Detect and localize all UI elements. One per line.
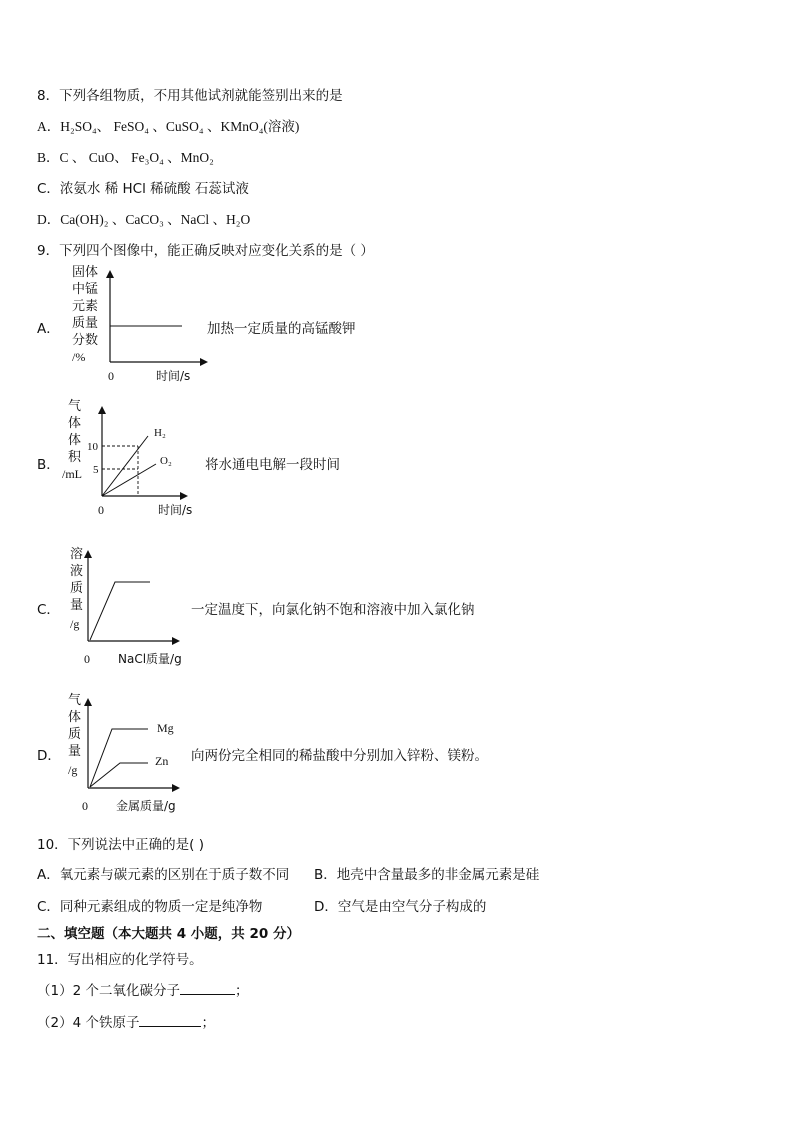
q9-c-ylabel-3: 质 [70,581,84,596]
q9-stem: 9．下列四个图像中，能正确反映对应变化关系的是（ ） [37,243,374,259]
q9-d-ylabel-5: /g [68,763,78,777]
q9-b-xlabel: 时间/s [158,503,193,517]
q11-part-1-answer-blank[interactable] [180,982,235,995]
q9-a-ylabel-4: 质量 [72,316,99,331]
q9-a-xlabel: 时间/s [156,369,191,383]
q9-c-graph [60,540,210,670]
q9-b-ylabel-2: 体 [68,416,82,431]
q9-d-origin: 0 [82,799,88,813]
q9-c-y-arrow [84,550,92,558]
q9-b-o2-label: O₂ [160,455,172,467]
q9-b-description: 将水通电电解一段时间 [205,457,340,473]
q8-option-c: C．浓氨水 稀 HCl 稀硫酸 石蕊试液 [37,181,249,197]
q9-a-y-arrow [106,270,114,278]
q11-part-2 [37,1011,215,1031]
q9-d-mg-curve [90,729,148,787]
q9-b-tick-10: 10 [87,441,98,453]
q9-d-mg-label: Mg [157,721,174,735]
section-title-fill-in: 二、填空题（本大题共 4 小题，共 20 分） [37,926,300,942]
q11-part-1 [37,979,248,999]
q9-b-ylabel-3: 体 [68,433,82,448]
q9-d-ylabel-4: 量 [68,744,82,759]
q10-option-a: A．氧元素与碳元素的区别在于质子数不同 [37,867,290,883]
q9-d-x-arrow [172,784,180,792]
q9-c-xlabel: NaCl质量/g [118,652,182,666]
q9-b-tick-5: 5 [93,464,99,476]
q11-stem: 11．写出相应的化学符号。 [37,952,203,968]
q10-option-d: D．空气是由空气分子构成的 [314,899,487,915]
q9-d-ylabel-3: 质 [68,727,82,742]
q9-b-y-arrow [98,406,106,414]
q9-a-letter: A． [37,321,60,337]
q9-d-description: 向两份完全相同的稀盐酸中分别加入锌粉、镁粉。 [191,748,488,764]
q9-d-zn-curve [90,763,148,787]
q9-b-ylabel-5: /mL [62,467,82,481]
q9-d-graph [60,688,210,818]
q9-b-x-arrow [180,492,188,500]
q9-b-h2-label: H₂ [154,427,166,439]
q9-c-origin: 0 [84,652,90,666]
q9-b-graph [58,396,208,521]
q9-d-letter: D． [37,748,61,764]
q9-c-ylabel-5: /g [70,617,80,631]
q9-b-origin: 0 [98,503,104,517]
q9-c-curve [90,582,150,640]
q8-option-a: A．H₂SO₄、 FeSO₄ 、CuSO₄ 、KMnO₄(溶液) [37,119,300,134]
q11-part-1-end: ； [234,983,249,999]
q9-d-ylabel-1: 气 [68,693,82,708]
q10-option-b: B．地壳中含量最多的非金属元素是硅 [314,867,540,883]
q9-a-origin: 0 [108,369,114,383]
q9-a-ylabel-2: 中锰 [72,282,99,297]
q9-c-ylabel-2: 液 [70,564,84,579]
q11-part-2-answer-blank[interactable] [139,1014,201,1027]
q9-d-ylabel-2: 体 [68,710,82,725]
q9-d-xlabel: 金属质量/g [116,799,176,813]
q10-stem: 10．下列说法中正确的是( ) [37,837,205,853]
q8-stem: 8．下列各组物质，不用其他试剂就能签别出来的是 [37,88,343,104]
q9-c-ylabel-4: 量 [70,598,84,613]
q11-part-2-text: （2）4 个铁原子 [37,1015,140,1031]
q9-a-graph [60,262,210,387]
q8-option-d: D．Ca(OH)₂ 、CaCO₃ 、NaCl 、H₂O [37,212,251,227]
q9-c-letter: C． [37,602,60,618]
q9-c-description: 一定温度下，向氯化钠不饱和溶液中加入氯化钠 [191,602,475,618]
q9-a-ylabel-5: 分数 [72,333,99,348]
q11-part-2-end: ； [201,1015,215,1031]
q9-d-zn-label: Zn [155,754,169,768]
q9-a-ylabel-1: 固体 [72,265,99,280]
q9-b-ylabel-1: 气 [68,399,82,414]
q9-a-x-arrow [200,358,208,366]
q11-part-1-text: （1）2 个二氧化碳分子 [37,983,180,999]
q9-b-ylabel-4: 积 [68,450,82,465]
q9-d-y-arrow [84,698,92,706]
q9-b-letter: B． [37,457,60,473]
q9-c-ylabel-1: 溶 [70,547,84,562]
q10-option-c: C．同种元素组成的物质一定是纯净物 [37,899,263,915]
q8-option-b: B．C 、 CuO、 Fe₃O₄ 、MnO₂ [37,150,214,165]
q9-a-description: 加热一定质量的高锰酸钾 [207,321,356,337]
q9-a-ylabel-3: 元素 [72,299,99,314]
q9-c-x-arrow [172,637,180,645]
q9-a-ylabel-6: /% [72,350,86,364]
q9-b-h2-line [102,436,148,496]
